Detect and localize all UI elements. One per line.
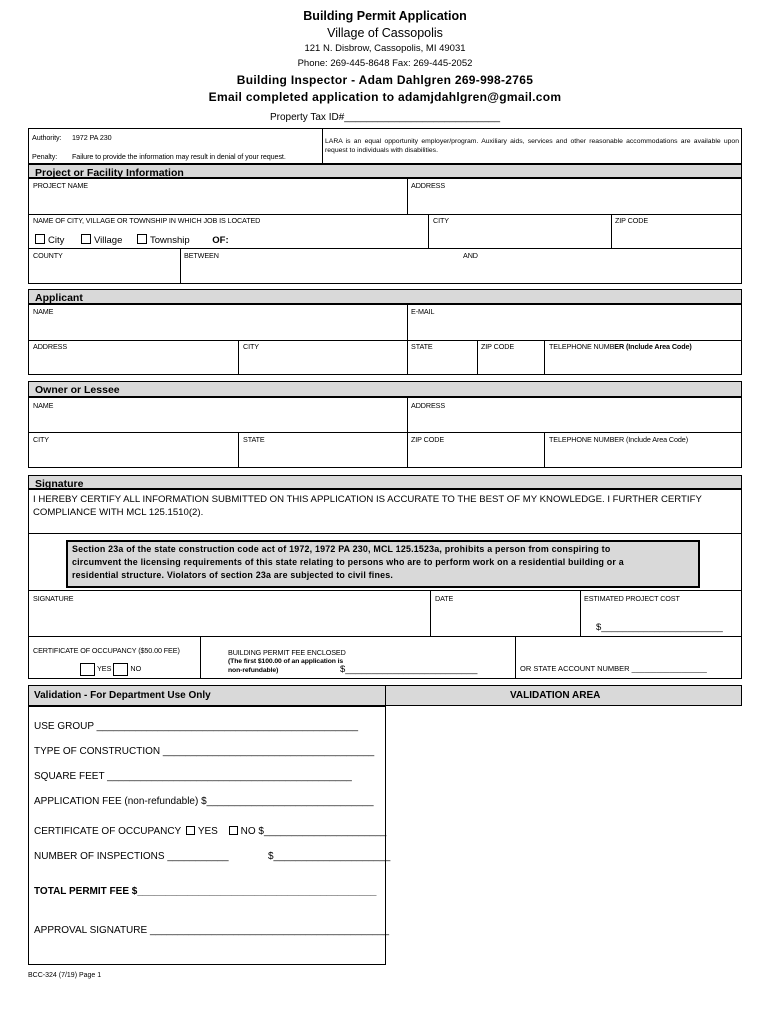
project-address-field[interactable]: ADDRESS	[411, 181, 446, 190]
owner-section-header	[28, 381, 742, 397]
city-checkbox[interactable]	[35, 234, 45, 244]
applicant-phone-field[interactable]	[549, 342, 692, 351]
owner-state-field[interactable]: STATE	[243, 435, 265, 444]
project-box	[28, 178, 742, 284]
coo-no-label: NO	[130, 664, 142, 674]
authority-value: 1972 PA 230	[72, 133, 112, 142]
lara-notice: LARA is an equal opportunity employer/program. Auxiliary aids, services and other reasonable accommodations are available upon request to individuals with disabilities.	[325, 138, 739, 154]
applicant-section-header	[28, 289, 742, 304]
project-name-field[interactable]: PROJECT NAME	[33, 181, 88, 190]
county-field[interactable]: COUNTY	[33, 251, 63, 260]
applicant-city-field[interactable]: CITY	[243, 342, 259, 351]
applicant-section-title: Applicant	[35, 292, 83, 304]
signature-section-title: Signature	[35, 478, 84, 490]
construction-type-field[interactable]: TYPE OF CONSTRUCTION ______________________________________	[34, 746, 375, 757]
use-group-field[interactable]: USE GROUP _______________________________________________	[34, 721, 358, 732]
validation-coo-label: CERTIFICATE OF OCCUPANCY	[34, 826, 182, 837]
inspections-field[interactable]: NUMBER OF INSPECTIONS ___________	[34, 851, 229, 862]
project-zip-field[interactable]: ZIP CODE	[615, 216, 649, 225]
est-cost-value[interactable]: $_______________________	[596, 622, 723, 633]
validation-coo-row	[34, 826, 386, 837]
owner-section-title: Owner or Lessee	[35, 384, 120, 396]
municipality-field[interactable]: NAME OF CITY, VILLAGE OR TOWNSHIP IN WHICH JOB IS LOCATED	[33, 216, 261, 225]
validation-title: Validation - For Department Use Only	[34, 690, 211, 701]
township-checkbox[interactable]	[137, 234, 147, 244]
fee-note-2: non-refundable)	[228, 667, 279, 674]
project-section-header	[28, 164, 742, 178]
section-23a-line1: Section 23a of the state construction code act of 1972, 1972 PA 230, MCL 125.1523a, prohibits a person from conspiring to	[72, 544, 611, 554]
approval-signature-field[interactable]: APPROVAL SIGNATURE ___________________________________________	[34, 925, 390, 936]
fee-enclosed-label: BUILDING PERMIT FEE ENCLOSED	[228, 648, 346, 657]
fee-enclosed-value[interactable]: $_________________________	[340, 664, 478, 675]
project-city-field[interactable]: CITY	[433, 216, 449, 225]
validation-coo-yes-checkbox[interactable]	[186, 826, 195, 835]
signature-field[interactable]: SIGNATURE	[33, 594, 74, 603]
fee-note-1: (The first $100.00 of an application is	[228, 658, 344, 665]
of-label: OF:	[212, 235, 229, 246]
village-option-label: Village	[94, 235, 123, 246]
owner-address-field[interactable]: ADDRESS	[411, 401, 446, 410]
applicant-email-field[interactable]: E-MAIL	[411, 307, 435, 316]
owner-zip-field[interactable]: ZIP CODE	[411, 435, 445, 444]
signature-section-header	[28, 475, 742, 489]
township-option-label: Township	[150, 235, 190, 246]
state-account-number[interactable]: OR STATE ACCOUNT NUMBER __________________	[520, 664, 707, 673]
square-feet-field[interactable]: SQUARE FEET ____________________________________________	[34, 771, 352, 782]
certification-statement: I HEREBY CERTIFY ALL INFORMATION SUBMITTED ON THIS APPLICATION IS ACCURATE TO THE BEST OF MY KNOWLEDGE. I FURTHER CERTIFY COMPLIANCE WITH MCL 125.1510(2).	[33, 494, 702, 518]
application-fee-field[interactable]: APPLICATION FEE (non-refundable) $______________________________	[34, 796, 374, 807]
village-name: Village of Cassopolis	[327, 26, 443, 40]
applicant-zip-field[interactable]: ZIP CODE	[481, 342, 515, 351]
village-address: 121 N. Disbrow, Cassopolis, MI 49031	[304, 43, 466, 54]
inspections-fee-field[interactable]: $_____________________	[268, 851, 391, 862]
email-line: Email completed application to adamjdahlgren@gmail.com	[208, 90, 562, 104]
validation-coo-no-label[interactable]: NO $______________________	[240, 826, 387, 837]
section-23a-line2: circumvent the licensing requirements of this state relating to persons who are to perform work on a residential building or a	[72, 557, 624, 567]
coo-no-checkbox[interactable]	[113, 663, 128, 676]
village-phone: Phone: 269-445-8648 Fax: 269-445-2052	[297, 58, 473, 69]
section-23a-text	[72, 543, 696, 582]
municipality-type-options	[35, 234, 229, 246]
between-field[interactable]: BETWEEN	[184, 251, 219, 260]
applicant-address-field[interactable]: ADDRESS	[33, 342, 68, 351]
property-tax-id[interactable]: Property Tax ID#____________________________	[269, 112, 500, 123]
validation-coo-no-checkbox[interactable]	[229, 826, 238, 835]
coo-options	[80, 663, 141, 676]
form-title: Building Permit Application	[303, 9, 467, 23]
applicant-state-field[interactable]: STATE	[411, 342, 433, 351]
total-permit-fee-field[interactable]: TOTAL PERMIT FEE $___________________________________________	[34, 886, 377, 897]
project-section-title: Project or Facility Information	[35, 167, 184, 179]
coo-yes-checkbox[interactable]	[80, 663, 95, 676]
validation-area-title: VALIDATION AREA	[510, 690, 601, 701]
applicant-phone-label-b: ER (Include Area Code)	[614, 342, 692, 351]
date-field[interactable]: DATE	[435, 594, 454, 603]
authority-label: Authority:	[32, 133, 62, 142]
est-cost-field[interactable]: ESTIMATED PROJECT COST	[584, 594, 680, 603]
city-option-label: City	[48, 235, 65, 246]
coo-yes-label: YES	[97, 664, 112, 674]
form-id: BCC-324 (7/19) Page 1	[28, 972, 102, 979]
owner-city-field[interactable]: CITY	[33, 435, 49, 444]
validation-coo-yes-label: YES	[197, 826, 218, 837]
applicant-name-field[interactable]: NAME	[33, 307, 54, 316]
penalty-value: Failure to provide the information may result in denial of your request.	[72, 152, 286, 161]
penalty-label: Penalty:	[32, 152, 58, 161]
inspector-line: Building Inspector - Adam Dahlgren 269-998-2765	[236, 73, 534, 87]
applicant-phone-label-a: TELEPHONE NUMB	[549, 342, 615, 351]
owner-name-field[interactable]: NAME	[33, 401, 54, 410]
section-23a-line3: residential structure. Violators of section 23a are subjected to civil fines.	[72, 570, 394, 580]
village-checkbox[interactable]	[81, 234, 91, 244]
and-field[interactable]: AND	[463, 251, 478, 260]
coo-label: CERTIFICATE OF OCCUPANCY ($50.00 FEE)	[33, 646, 180, 655]
owner-phone-field[interactable]: TELEPHONE NUMBER (Include Area Code)	[549, 435, 689, 444]
